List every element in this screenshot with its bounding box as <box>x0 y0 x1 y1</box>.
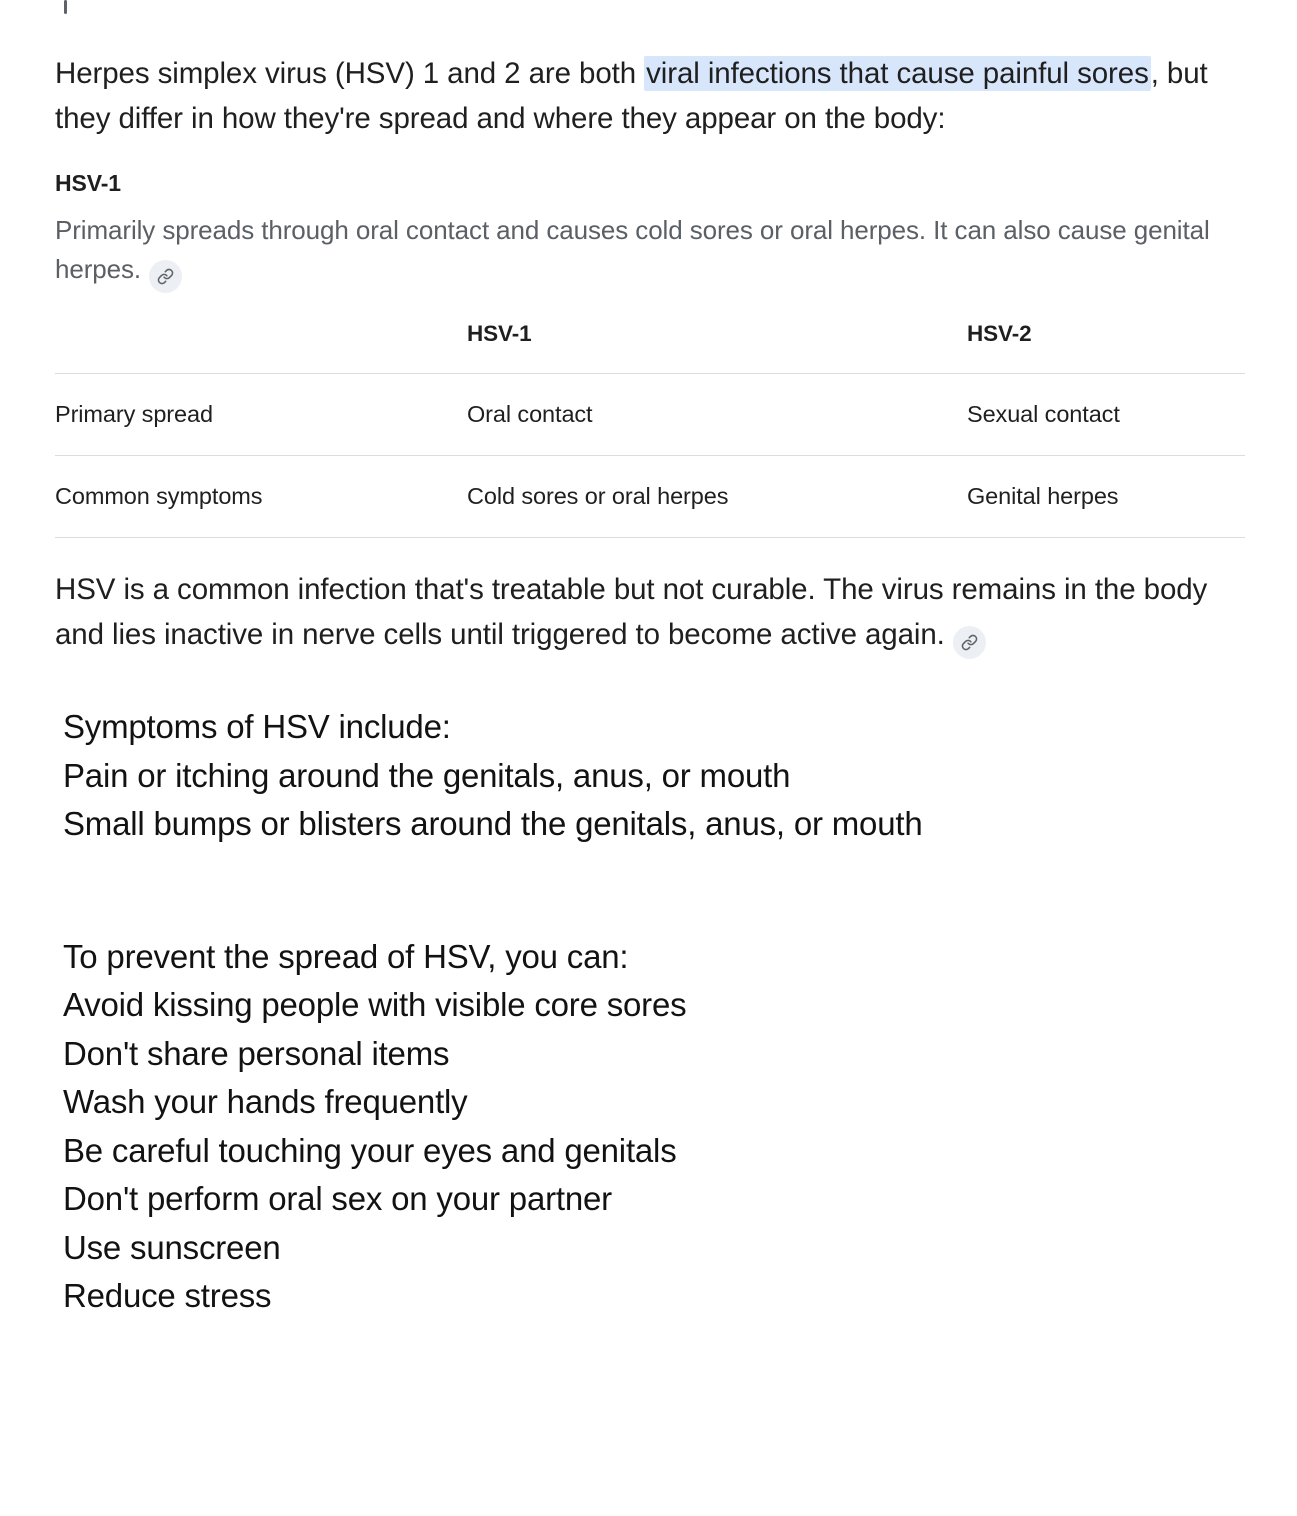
table-header-hsv2: HSV-2 <box>967 321 1032 347</box>
prevention-block <box>63 933 1242 1321</box>
section-body-text: Primarily spreads through oral contact and causes cold sores or oral herpes. It can also cause genital herpes. <box>55 214 1210 285</box>
table-cell-hsv1: Oral contact <box>467 374 967 456</box>
table-cell-hsv2: Genital herpes <box>967 456 1245 538</box>
symptoms-title: Symptoms of HSV include: <box>63 708 451 745</box>
summary-paragraph <box>55 568 1242 659</box>
section-heading-hsv1: HSV-1 <box>55 169 121 196</box>
prevention-item: Don't share personal items <box>63 1034 450 1072</box>
spacer <box>55 849 1242 889</box>
prevention-item: Avoid kissing people with visible core sores <box>63 986 687 1023</box>
table-row <box>55 374 1245 456</box>
summary-text: HSV is a common infection that's treatable but not curable. The virus remains in the body and lies inactive in nerve cells until triggered to become active again. <box>55 573 1208 651</box>
prevention-item: Wash your hands frequently <box>63 1083 468 1120</box>
intro-text-before: Herpes simplex virus (HSV) 1 and 2 are both <box>55 57 645 90</box>
link-icon[interactable] <box>953 626 986 659</box>
intro-paragraph <box>55 52 1242 142</box>
table-cell-hsv2: Sexual contact <box>967 374 1245 456</box>
symptoms-item: Pain or itching around the genitals, anus, or mouth <box>63 756 791 794</box>
truncated-glyph <box>64 0 67 14</box>
symptoms-block <box>63 703 1242 849</box>
section-body-hsv1 <box>55 211 1242 294</box>
intro-text-after: , but they differ in how they're spread and where they appear on the body: <box>55 57 1208 135</box>
link-icon[interactable] <box>149 260 182 293</box>
table-header-blank <box>55 321 467 374</box>
prevention-title: To prevent the spread of HSV, you can: <box>63 937 629 975</box>
table-cell-label: Primary spread <box>55 374 467 456</box>
symptoms-item: Small bumps or blisters around the genitals, anus, or mouth <box>63 805 923 842</box>
highlighted-phrase: viral infections that cause painful sores <box>646 57 1149 90</box>
table-cell-hsv1: Cold sores or oral herpes <box>467 456 967 538</box>
table-row <box>55 456 1245 538</box>
comparison-table <box>55 321 1245 538</box>
prevention-item: Reduce stress <box>63 1277 272 1314</box>
table-cell-label: Common symptoms <box>55 456 467 538</box>
table-header-row <box>55 321 1245 374</box>
prevention-item: Don't perform oral sex on your partner <box>63 1180 612 1217</box>
prevention-item: Be careful touching your eyes and genitals <box>63 1131 677 1169</box>
prevention-item: Use sunscreen <box>63 1228 281 1266</box>
table-header-hsv1: HSV-1 <box>467 321 532 347</box>
